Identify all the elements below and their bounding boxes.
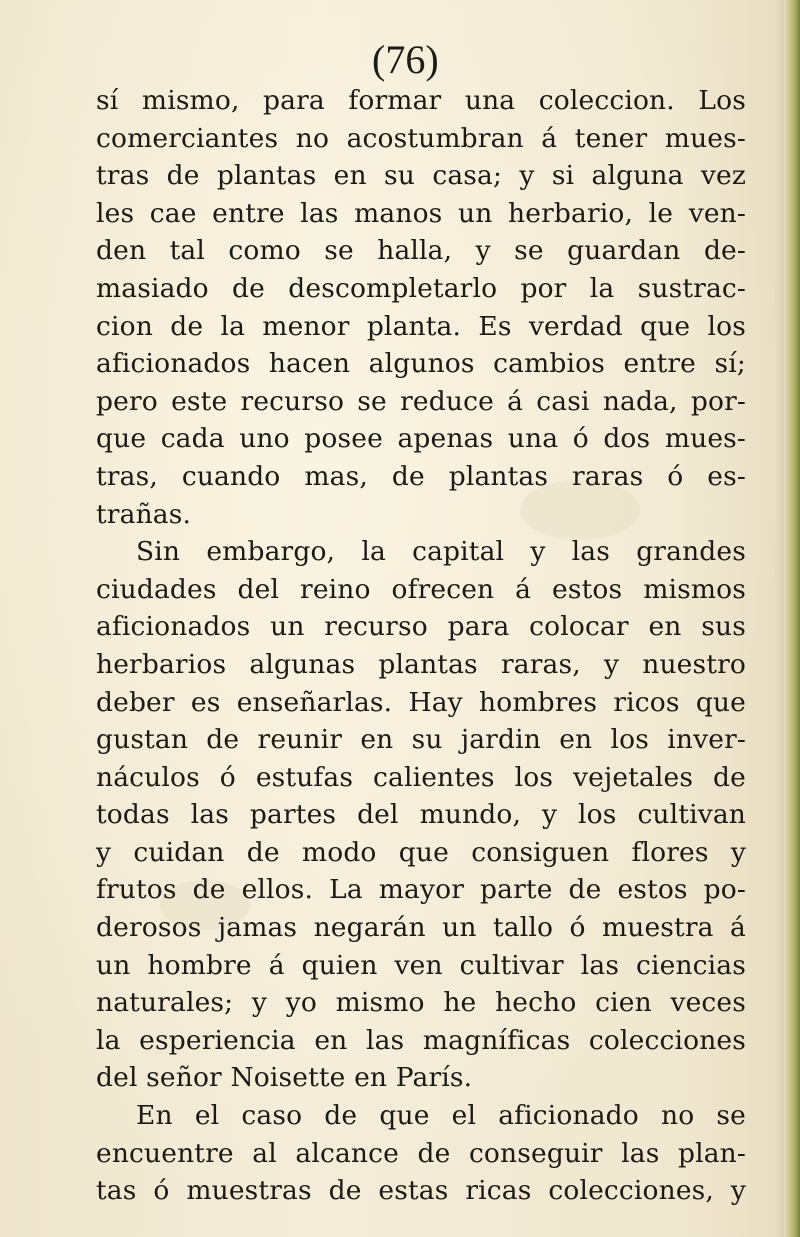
text-line: que cada uno posee apenas una ó dos mues- [96,423,746,455]
text-line: naturales; y yo mismo he hecho cien veces [96,987,746,1019]
text-line: comerciantes no acostumbran á tener mues- [96,122,746,154]
text-line: un hombre á quien ven cultivar las ciencias [96,949,746,981]
body-text [96,82,746,1210]
binding-edge [784,0,800,1237]
text-line: sí mismo, para formar una coleccion. Los [96,85,746,116]
text-line: gustan de reunir en su jardin en los inver- [96,724,746,756]
text-line: tras, cuando mas, de plantas raras ó es- [96,460,746,492]
text-line: tas ó muestras de estas ricas colecciones, y [96,1175,746,1207]
text-line: todas las partes del mundo, y los cultivan [96,799,746,831]
text-line: tras de plantas en su casa; y si alguna vez [96,160,746,192]
page-number: (76) [372,37,439,82]
text-line: masiado de descompletarlo por la sustrac- [96,272,746,304]
text-line: deber es enseñarlas. Hay hombres ricos que [96,686,746,718]
text-line: náculos ó estufas calientes los vejetales de [96,761,746,793]
text-line: les cae entre las manos un herbario, le ven- [96,197,746,229]
text-line: trañas. [96,498,192,530]
text-line: aficionados hacen algunos cambios entre sí; [96,348,746,380]
text-line: frutos de ellos. La mayor parte de estos po- [96,874,746,906]
text-line: En el caso de que el aficionado no se [136,1100,746,1132]
text-line: del señor Noisette en París. [96,1062,473,1094]
text-line: herbarios algunas plantas raras, y nuestro [96,648,746,680]
text-line: pero este recurso se reduce á casi nada, por- [96,385,746,417]
text-line: den tal como se halla, y se guardan de- [96,235,746,267]
text-line: derosos jamas negarán un tallo ó muestra á [96,912,746,944]
binding-shadow [774,0,784,1237]
text-line: aficionados un recurso para colocar en sus [96,611,746,643]
text-line: la esperiencia en las magníficas colecciones [96,1024,746,1056]
text-line: Sin embargo, la capital y las grandes [136,536,746,568]
text-line: ciudades del reino ofrecen á estos mismos [96,573,746,605]
text-line: cion de la menor planta. Es verdad que los [96,310,746,342]
text-line: encuentre al alcance de conseguir las plan- [96,1137,746,1169]
text-line: y cuidan de modo que consiguen flores y [96,836,746,868]
